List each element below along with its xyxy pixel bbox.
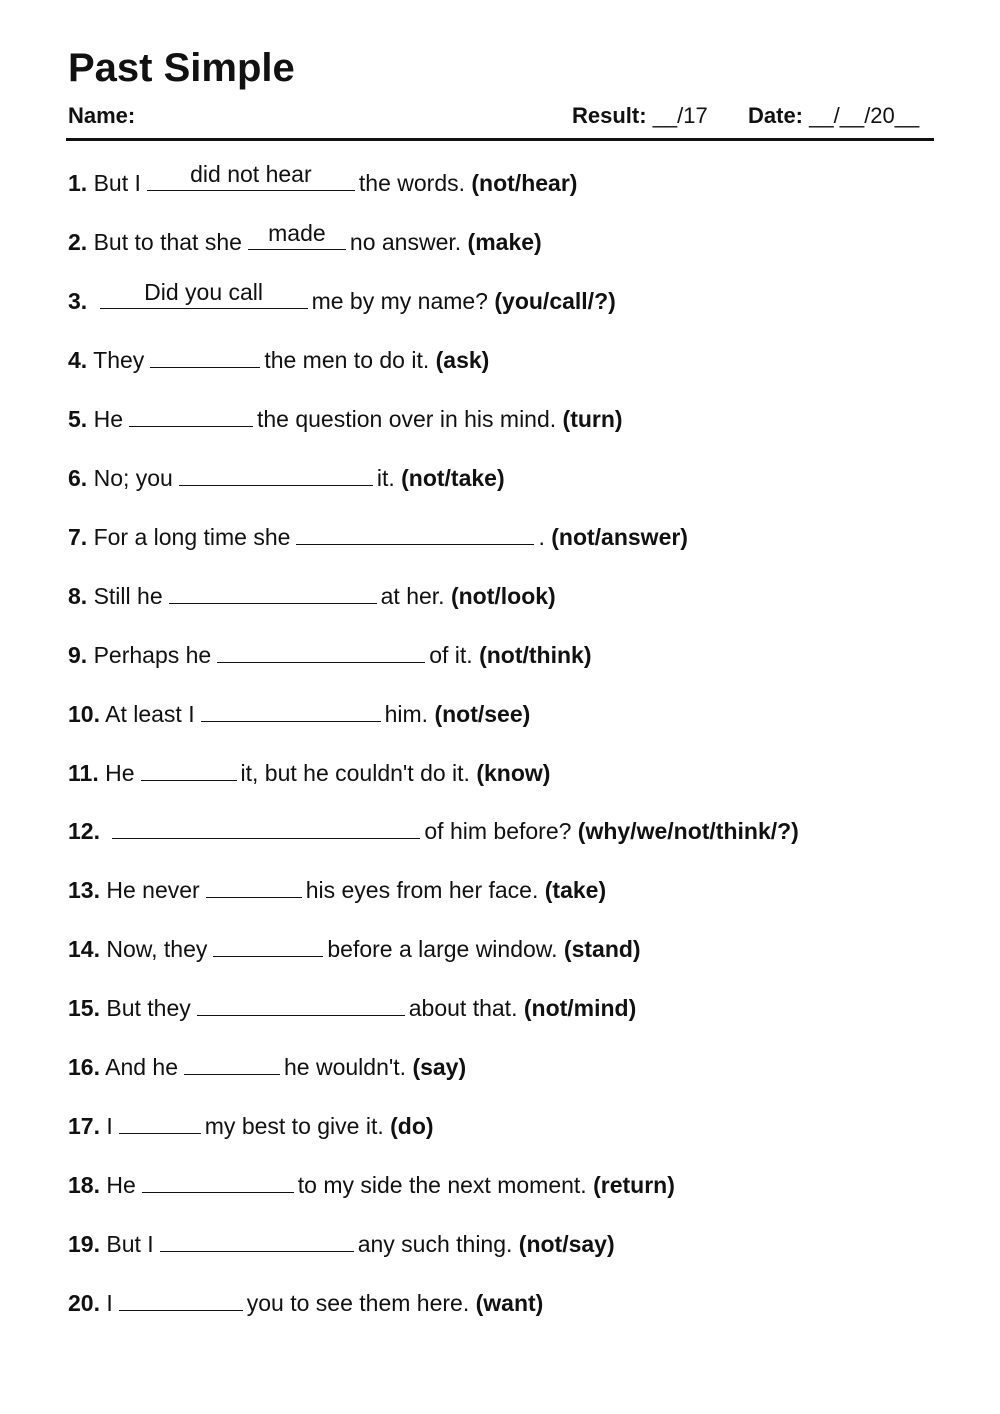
question-text-after: any such thing. — [357, 1231, 513, 1258]
question-row — [68, 934, 641, 964]
question-row — [68, 345, 489, 375]
question-text-after: him. — [384, 700, 429, 727]
question-row — [68, 699, 530, 729]
answer-blank[interactable] — [179, 465, 373, 486]
question-number: 10. — [68, 700, 100, 727]
question-text-after: he wouldn't. — [284, 1054, 407, 1081]
question-text-after: it, but he couldn't do it. — [240, 759, 470, 786]
question-number: 4. — [68, 346, 88, 373]
verb-hint: (want) — [475, 1290, 544, 1317]
question-row — [68, 640, 591, 670]
question-text-before: I — [106, 1290, 113, 1317]
question-text-before: No; you — [93, 464, 173, 491]
verb-hint: (not/mind) — [523, 995, 637, 1022]
date-field — [748, 102, 919, 130]
answer-blank[interactable] — [213, 936, 323, 957]
verb-hint: (not/take) — [401, 464, 505, 491]
question-text-after: before a large window. — [327, 936, 558, 963]
question-text-before: He — [93, 405, 123, 432]
answer-blank[interactable] — [129, 406, 253, 427]
answer-blank[interactable] — [112, 818, 420, 839]
question-text-after: of it. — [429, 641, 473, 668]
date-value: __/__/20__ — [809, 103, 920, 128]
verb-hint: (not/say) — [518, 1231, 615, 1258]
question-number: 16. — [68, 1054, 100, 1081]
question-text-after: no answer. — [349, 228, 462, 255]
question-text-before: At least I — [105, 700, 195, 727]
page-title: Past Simple — [68, 46, 295, 90]
answer-blank[interactable] — [206, 877, 302, 898]
question-text-before: And he — [105, 1054, 179, 1081]
verb-hint: (you/call/?) — [494, 287, 616, 314]
question-number: 7. — [68, 523, 88, 550]
verb-hint: (take) — [544, 877, 607, 904]
question-text-before: But they — [106, 995, 191, 1022]
answer-text: Did you call — [144, 278, 264, 305]
question-text-before: Still he — [93, 582, 163, 609]
answer-blank[interactable] — [119, 1290, 243, 1311]
verb-hint: (not/look) — [450, 582, 556, 609]
answer-blank[interactable] — [201, 701, 381, 722]
answer-blank[interactable] — [150, 347, 260, 368]
question-text-after: my best to give it. — [204, 1113, 384, 1140]
result-field — [572, 102, 708, 130]
question-row — [68, 1229, 615, 1259]
question-text-before: But I — [93, 170, 141, 196]
question-row — [68, 758, 550, 788]
question-text-after: of him before? — [424, 818, 572, 845]
verb-hint: (make) — [467, 228, 542, 255]
question-text-after: at her. — [380, 582, 445, 609]
question-row — [68, 463, 505, 493]
question-row — [68, 1111, 434, 1141]
question-number: 13. — [68, 877, 100, 904]
question-number: 19. — [68, 1231, 100, 1258]
name-field — [68, 102, 135, 130]
question-text-before: But I — [106, 1231, 154, 1258]
answer-blank[interactable] — [141, 760, 237, 781]
question-number: 12. — [68, 818, 100, 845]
verb-hint: (know) — [476, 759, 551, 786]
question-text-after: the question over in his mind. — [256, 405, 557, 432]
verb-hint: (not/answer) — [551, 523, 688, 550]
question-number: 17. — [68, 1113, 100, 1140]
question-row — [68, 161, 578, 198]
question-row — [68, 1288, 543, 1318]
question-row — [68, 993, 636, 1023]
question-number: 15. — [68, 995, 100, 1022]
question-text-after: the men to do it. — [264, 346, 430, 373]
verb-hint: (do) — [390, 1113, 434, 1140]
question-text-before: He — [105, 759, 135, 786]
verb-hint: (stand) — [563, 936, 641, 963]
answer-blank[interactable] — [217, 642, 425, 663]
question-row — [68, 816, 799, 846]
question-number: 2. — [68, 228, 88, 255]
verb-hint: (turn) — [562, 405, 623, 432]
answer-text: made — [268, 219, 326, 246]
name-label: Name: — [68, 103, 136, 128]
answer-blank[interactable] — [100, 278, 308, 309]
question-text-after: you to see them here. — [246, 1290, 470, 1317]
answer-blank[interactable] — [119, 1113, 201, 1134]
question-text-before: For a long time she — [93, 523, 291, 550]
question-number: 11. — [68, 759, 99, 786]
date-label: Date: — [748, 103, 804, 128]
question-text-after: . — [538, 523, 545, 550]
question-text-before: But to that she — [93, 228, 242, 255]
question-text-before: He — [106, 1172, 136, 1199]
verb-hint: (not/see) — [434, 700, 531, 727]
question-text-after: his eyes from her face. — [305, 877, 539, 904]
question-text-before: They — [93, 346, 145, 373]
question-number: 6. — [68, 464, 88, 491]
verb-hint: (ask) — [435, 346, 490, 373]
answer-blank[interactable] — [184, 1054, 280, 1075]
answer-blank[interactable] — [147, 161, 355, 191]
question-row — [68, 522, 688, 552]
answer-blank[interactable] — [296, 524, 534, 545]
question-text-after: me by my name? — [311, 287, 488, 314]
answer-blank[interactable] — [142, 1172, 294, 1193]
result-value: __/17 — [652, 103, 708, 128]
question-text-after: to my side the next moment. — [297, 1172, 587, 1199]
header-divider — [66, 138, 934, 141]
verb-hint: (why/we/not/think/?) — [577, 818, 799, 845]
answer-blank[interactable] — [169, 583, 377, 604]
question-row — [68, 1052, 466, 1082]
question-text-before: He never — [106, 877, 200, 904]
verb-hint: (not/think) — [479, 641, 592, 668]
question-text-after: about that. — [408, 995, 518, 1022]
question-row — [68, 278, 616, 316]
question-row — [68, 404, 623, 434]
question-number: 3. — [68, 287, 88, 314]
question-number: 1. — [68, 170, 88, 196]
question-text-after: it. — [376, 464, 395, 491]
verb-hint: (return) — [593, 1172, 675, 1199]
question-row — [68, 875, 606, 905]
question-row — [68, 219, 542, 257]
question-number: 14. — [68, 936, 100, 963]
result-label: Result: — [572, 103, 647, 128]
question-row — [68, 1170, 675, 1200]
verb-hint: (not/hear) — [471, 170, 578, 196]
question-number: 8. — [68, 582, 88, 609]
question-text-before: Now, they — [106, 936, 208, 963]
question-text-before: I — [106, 1113, 113, 1140]
question-number: 18. — [68, 1172, 100, 1199]
answer-blank[interactable] — [248, 219, 346, 250]
question-number: 5. — [68, 405, 88, 432]
question-text-before: Perhaps he — [93, 641, 212, 668]
question-number: 9. — [68, 641, 88, 668]
question-number: 20. — [68, 1290, 100, 1317]
answer-blank[interactable] — [197, 995, 405, 1016]
question-text-after: the words. — [358, 170, 465, 196]
answer-text: did not hear — [190, 161, 312, 187]
question-row — [68, 581, 556, 611]
verb-hint: (say) — [412, 1054, 467, 1081]
answer-blank[interactable] — [160, 1231, 354, 1252]
